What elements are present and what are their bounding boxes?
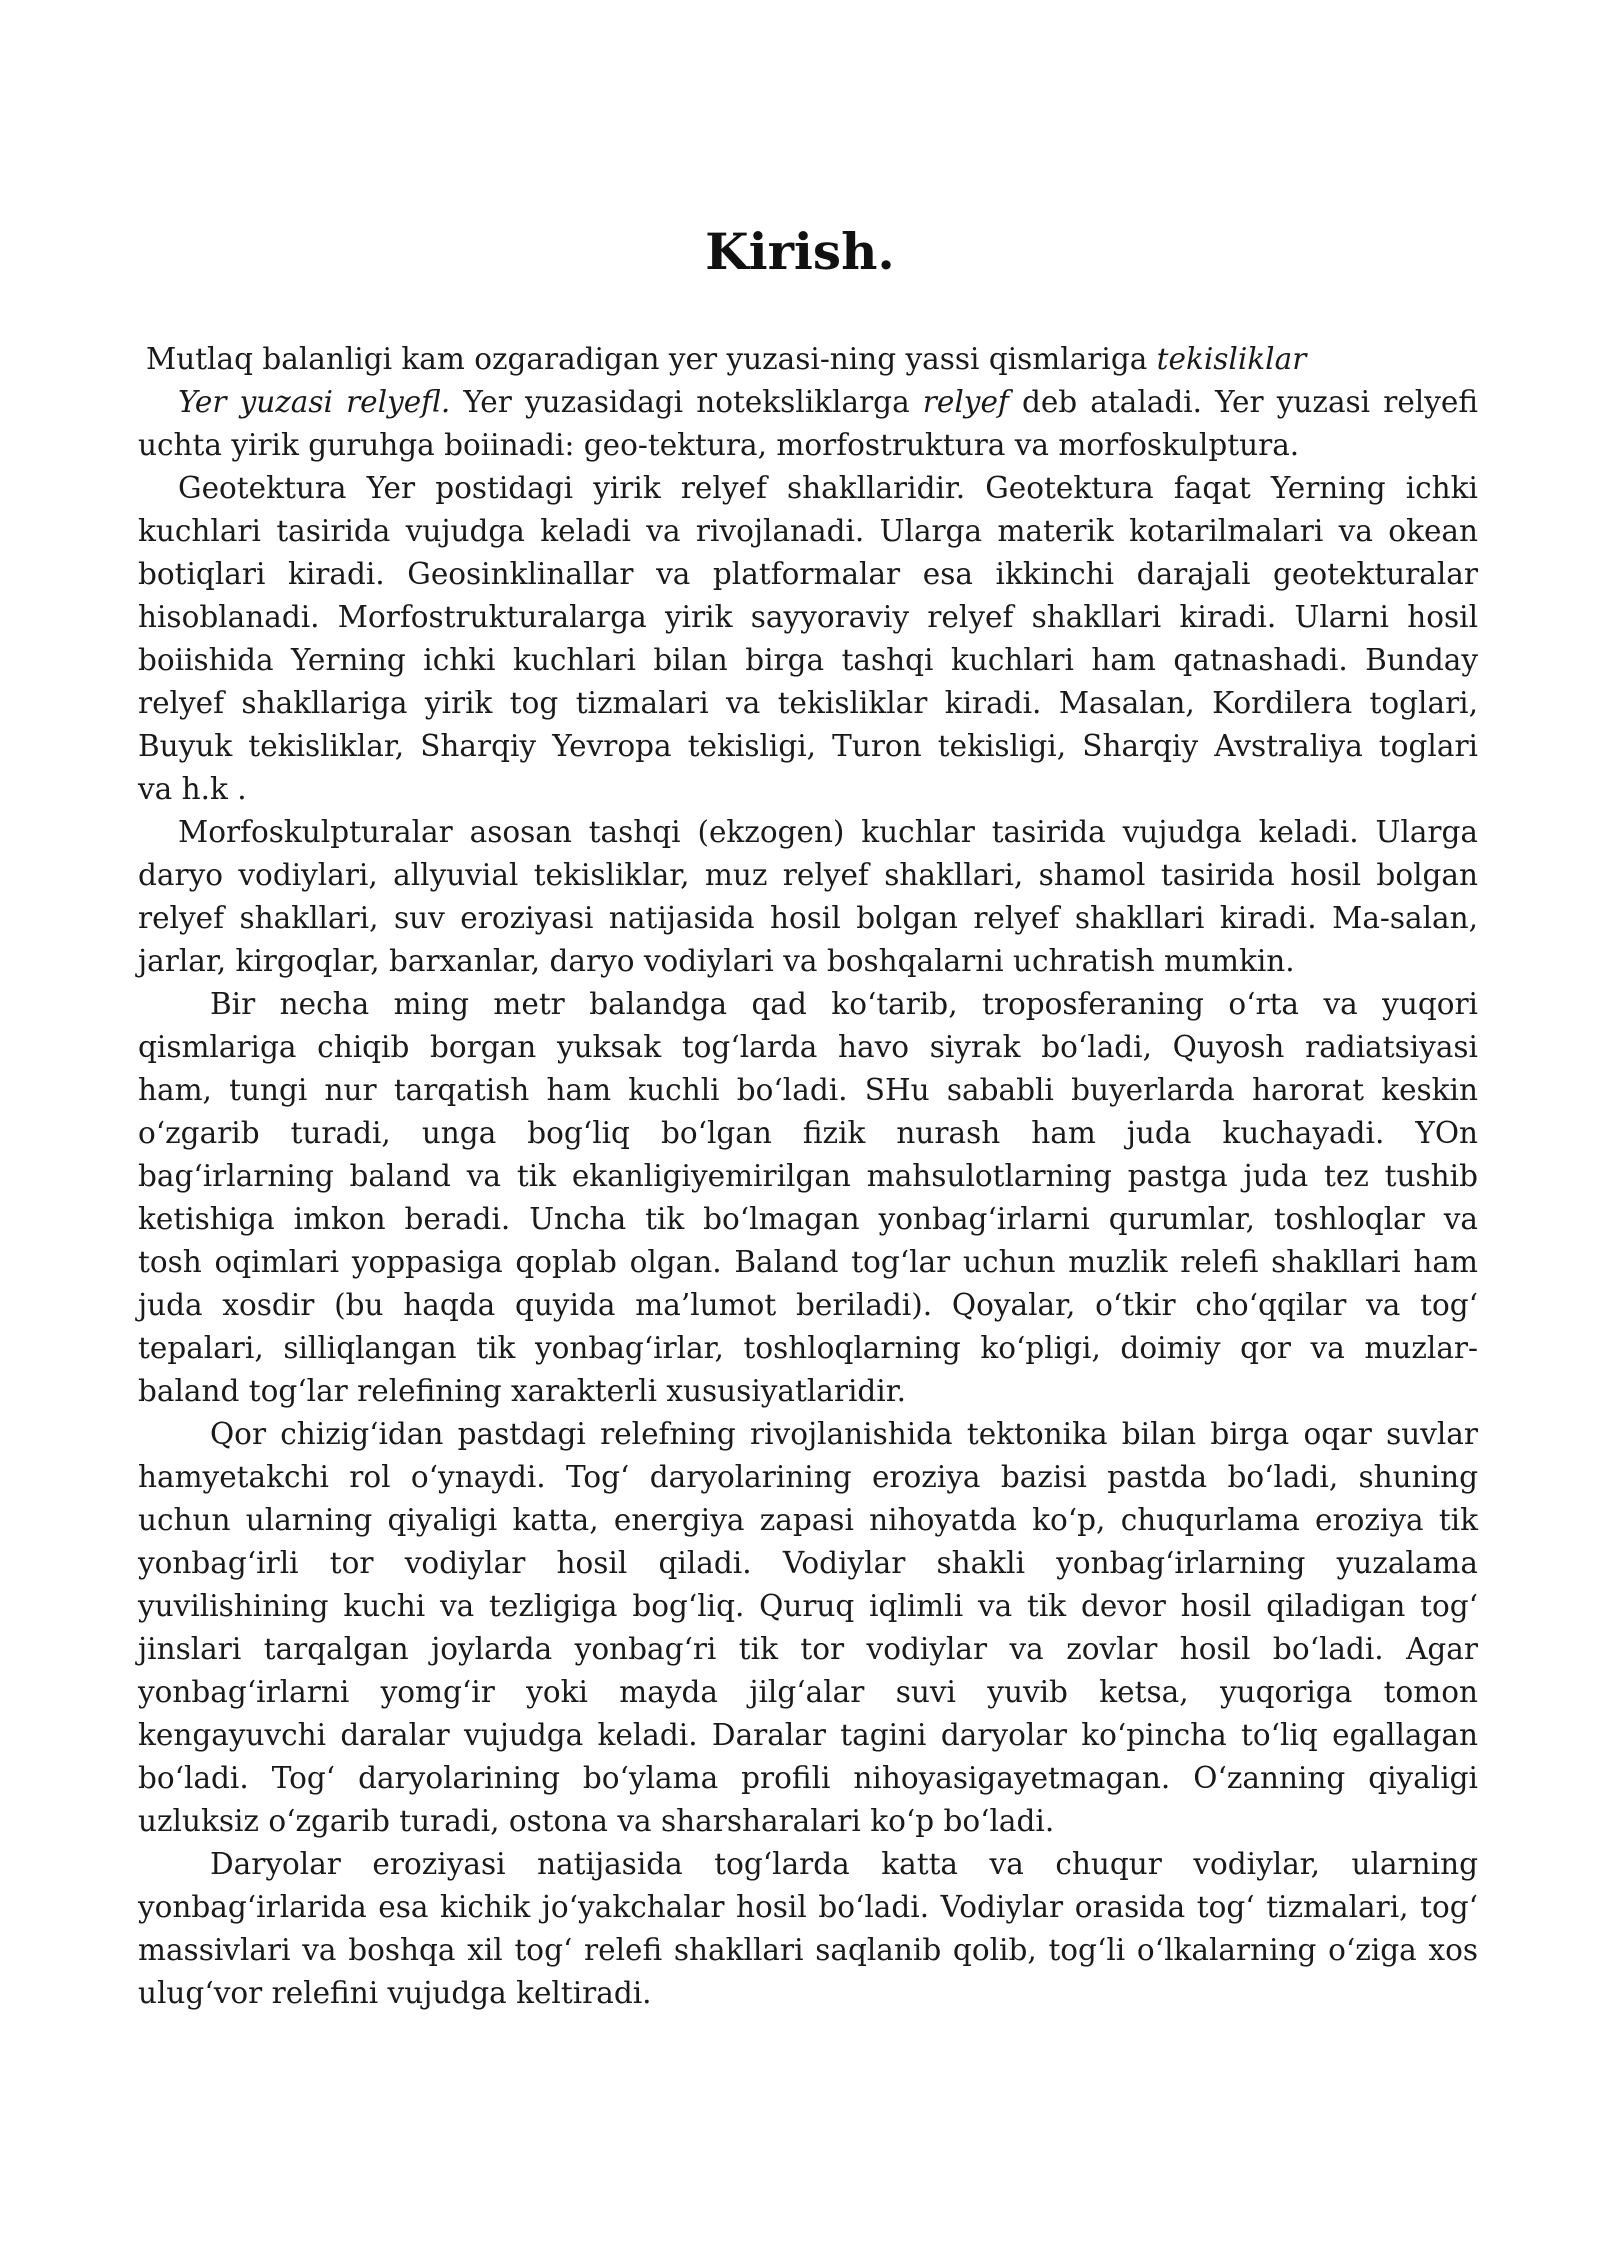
text-line: uzluksiz o‘zgarib turadi, ostona va sharsharalari ko‘p bo‘ladi. [138,1804,1055,1838]
text-line: ketishiga imkon beradi. Uncha tik bo‘lmagan yonbag‘irlarni qurumlar, toshloqlar va [138,1202,1478,1236]
italic-term: Yer yuzasi relyefl. [178,385,451,419]
text-line: tepalari, silliqlangan tik yonbag‘irlar, toshloqlarning ko‘pligi, doimiy qor va muzlar- [138,1331,1478,1365]
italic-term: tekisliklar [1156,342,1307,376]
text-line: kengayuvchi daralar vujudga keladi. Daralar tagini daryolar ko‘pincha to‘liq egallagan [138,1718,1478,1752]
text-line: Bir necha ming metr balandga qad ko‘tarib, troposferaning o‘rta va yuqori [210,987,1478,1021]
text-line: uchun ularning qiyaligi katta, energiya zapasi nihoyatda ko‘p, chuqurlama eroziya tik [138,1503,1478,1537]
text-line: ham, tungi nur tarqatish ham kuchli bo‘ladi. SHu sababli buyerlarda harorat keskin [138,1073,1478,1107]
text-line: relyef shakllari, suv eroziyasi natijasida hosil bolgan relyef shakllari kiradi. Ma-salan, [138,901,1478,935]
italic-term: relyef [922,385,1009,419]
text-line: yuvilishining kuchi va tezligiga bog‘liq. Quruq iqlimli va tik devor hosil qiladigan tog‘ [138,1589,1478,1623]
text-line [138,338,1478,381]
text-line: bag‘irlarning baland va tik ekanligiyemirilgan mahsulotlarning pastga juda tez tushib [138,1159,1478,1193]
text-line: bo‘ladi. Tog‘ daryolarining bo‘ylama profili nihoyasigayetmagan. O‘zanning qiyaligi [138,1761,1478,1795]
text-line: yonbag‘irli tor vodiylar hosil qiladi. Vodiylar shakli yonbag‘irlarning yuzalama [138,1546,1478,1580]
text-line: Geotektura Yer postidagi yirik relyef shakllaridir. Geotektura faqat Yerning ichki [178,471,1478,505]
text-line: Morfoskulpturalar asosan tashqi (ekzogen) kuchlar tasirida vujudga keladi. Ularga [178,815,1478,849]
text-line: kuchlari tasirida vujudga keladi va rivojlanadi. Ularga materik kotarilmalari va okean [138,514,1478,548]
text-line: Qor chizig‘idan pastdagi relefning rivojlanishida tektonika bilan birga oqar suvlar [210,1417,1478,1451]
text-span: Mutlaq balanligi kam ozgaradigan yer yuzasi-ning yassi qismlariga [146,342,1157,376]
text-line: yonbag‘irlarida esa kichik jo‘yakchalar hosil bo‘ladi. Vodiylar orasida tog‘ tizmalari, tog‘ [138,1890,1478,1924]
paragraph-high-mountains [138,983,1478,1413]
text-line: juda xosdir (bu haqda quyida ma’lumot beriladi). Qoyalar, o‘tkir cho‘qqilar va tog‘ [138,1288,1478,1322]
text-line: ulug‘vor relefini vujudga keltiradi. [138,1976,652,2010]
text-line: va h.k . [138,772,247,806]
text-line: daryo vodiylari, allyuvial tekisliklar, muz relyef shakllari, shamol tasirida hosil bolgan [138,858,1478,892]
text-line [138,381,1478,424]
text-line: relyef shakllariga yirik tog tizmalari va tekisliklar kiradi. Masalan, Kordilera toglari, [138,686,1478,720]
text-line: hamyetakchi rol o‘ynaydi. Tog‘ daryolarining eroziya bazisi pastda bo‘ladi, shuning [138,1460,1478,1494]
paragraph-river-erosion [138,1843,1478,2015]
text-line: jinslari tarqalgan joylarda yonbag‘ri tik tor vodiylar va zovlar hosil bo‘ladi. Agar [138,1632,1478,1666]
text-span: Yer yuzasidagi noteksliklarga [450,385,923,419]
text-line: hisoblanadi. Morfostrukturalarga yirik sayyoraviy relyef shakllari kiradi. Ularni hosil [138,600,1478,634]
text-line: Buyuk tekisliklar, Sharqiy Yevropa tekisligi, Turon tekisligi, Sharqiy Avstraliya toglari [138,729,1478,763]
text-line: massivlari va boshqa xil tog‘ relefi shakllari saqlanib qolib, tog‘li o‘lkalarning o‘ziga xos [138,1933,1478,1967]
text-line: yonbag‘irlarni yomg‘ir yoki mayda jilg‘alar suvi yuvib ketsa, yuqoriga tomon [138,1675,1478,1709]
paragraph-snow-line [138,1413,1478,1843]
text-line: botiqlari kiradi. Geosinklinallar va platformalar esa ikkinchi darajali geotekturalar [138,557,1478,591]
text-line: Daryolar eroziyasi natijasida tog‘larda katta va chuqur vodiylar, ularning [210,1847,1478,1881]
paragraph-morfoskulptura [138,811,1478,983]
paragraph-intro [138,338,1478,467]
text-line: uchta yirik guruhga boiinadi: geo-tektura, morfostruktura va morfoskulptura. [138,428,1300,462]
text-span: deb ataladi. Yer yuzasi relyefi [1008,385,1479,419]
text-line: o‘zgarib turadi, unga bog‘liq bo‘lgan fizik nurash ham juda kuchayadi. YOn [138,1116,1478,1150]
text-line: jarlar, kirgoqlar, barxanlar, daryo vodiylari va boshqalarni uchratish mumkin. [138,944,1295,978]
paragraph-geotektura [138,467,1478,811]
text-line: tosh oqimlari yoppasiga qoplab olgan. Baland tog‘lar uchun muzlik relefi shakllari ham [138,1245,1478,1279]
text-line: qismlariga chiqib borgan yuksak tog‘larda havo siyrak bo‘ladi, Quyosh radiatsiyasi [138,1030,1478,1064]
text-line: baland tog‘lar relefining xarakterli xususiyatlaridir. [138,1374,906,1408]
text-line: boiishida Yerning ichki kuchlari bilan birga tashqi kuchlari ham qatnashadi. Bunday [138,643,1478,677]
body-text [138,338,1478,2015]
page-title: Kirish. [705,222,895,281]
